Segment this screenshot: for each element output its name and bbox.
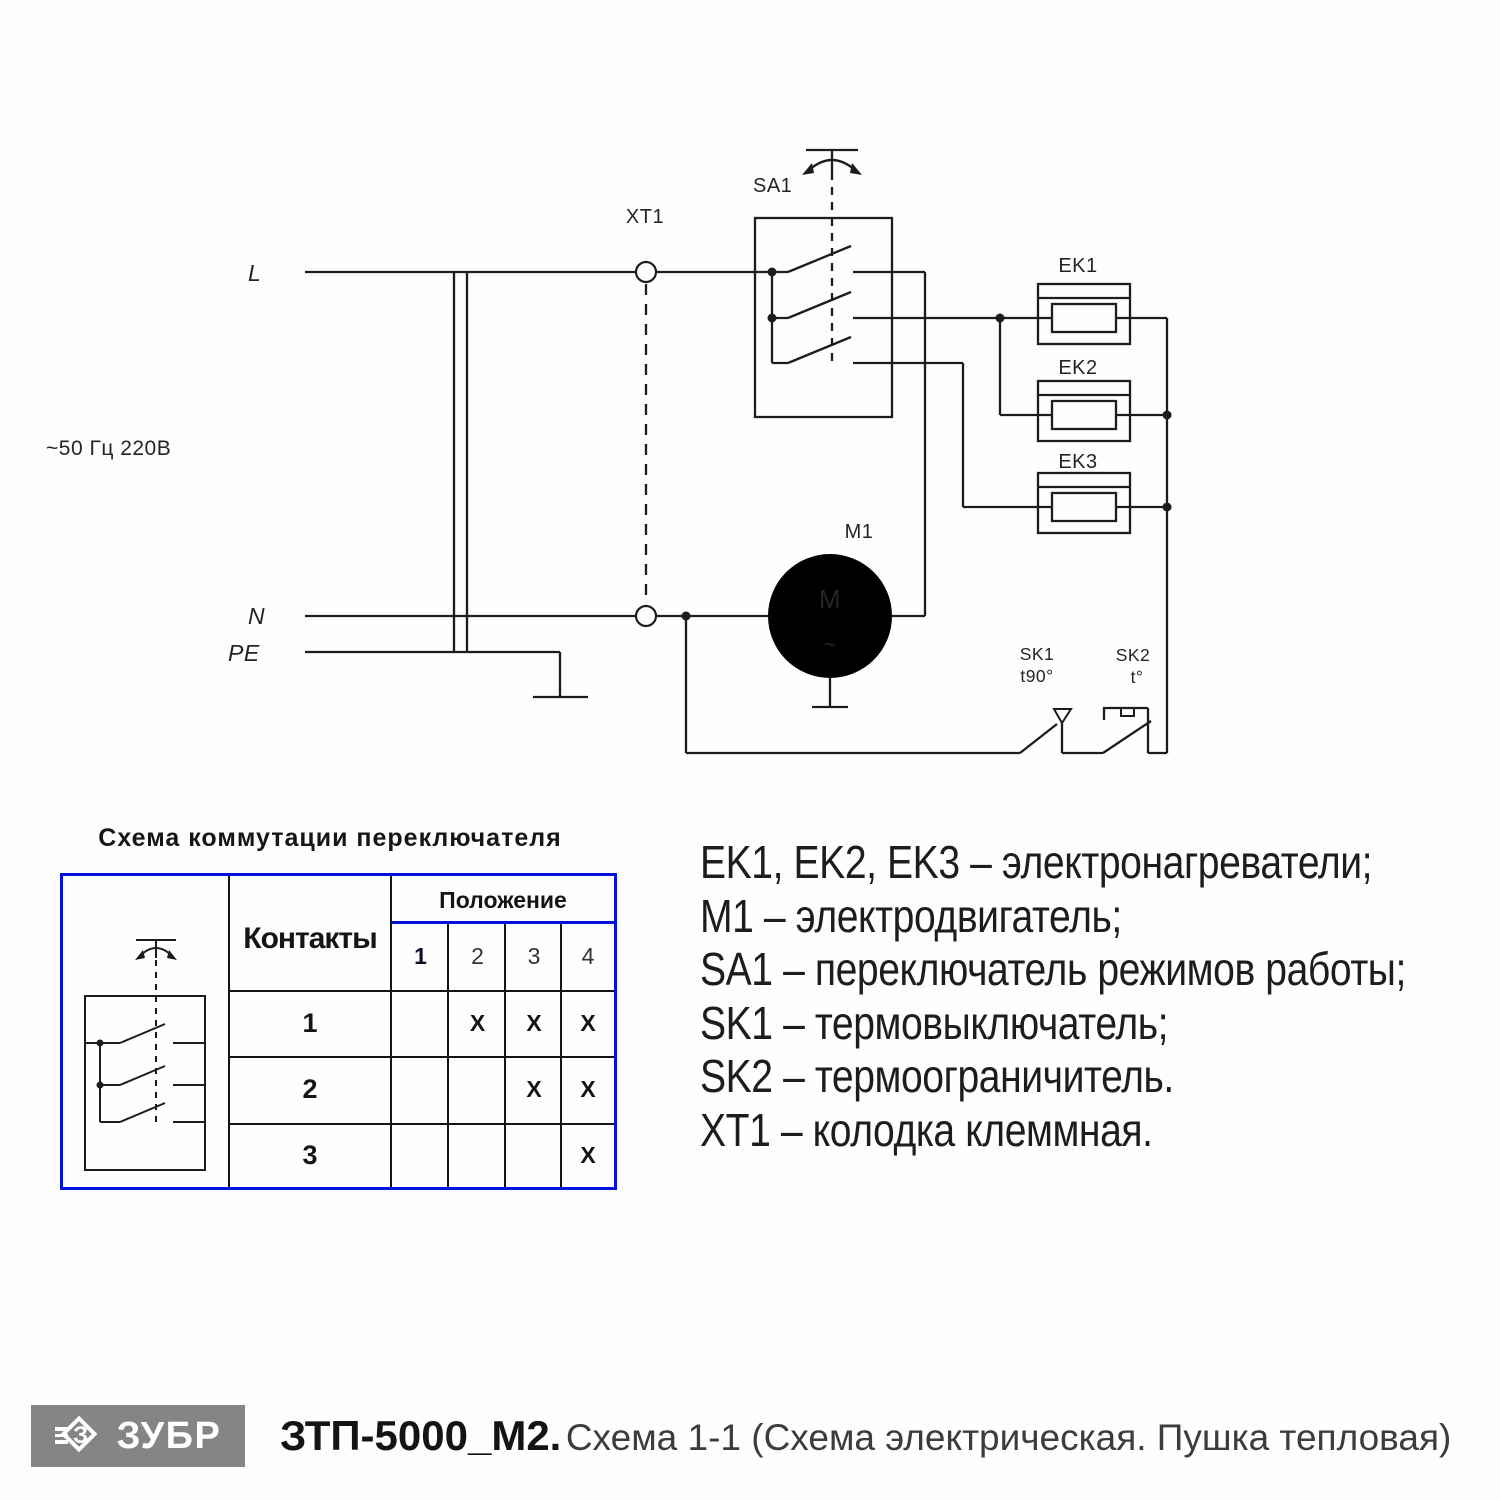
- label-line-pe: PE: [228, 640, 260, 666]
- label-sa1: SA1: [753, 175, 793, 197]
- model-number: ЗТП-5000_М2.: [280, 1412, 562, 1459]
- contact-row-1: 1: [302, 1007, 318, 1038]
- label-supply: ~50 Гц 220В: [46, 437, 172, 460]
- mark-cell: [449, 1058, 506, 1121]
- label-sk2: SK2: [1115, 645, 1151, 665]
- schema-caption: Схема 1-1 (Схема электрическая. Пушка тепловая): [565, 1417, 1452, 1458]
- position-col-4: 4: [581, 942, 595, 969]
- label-sk1-temp: t90°: [1020, 666, 1054, 686]
- footer: [0, 1390, 1500, 1500]
- legend-item-ek: EK1, EK2, EK3 – электронагреватели;: [700, 836, 1373, 888]
- heater-ek3: [1038, 473, 1130, 533]
- mark-cell: X: [526, 1009, 542, 1036]
- commutation-table: [60, 873, 617, 1190]
- brand-logo-icon: [55, 1410, 107, 1462]
- contact-row-3: 3: [302, 1139, 318, 1170]
- legend-item-sa1: SA1 – переключатель режимов работы;: [700, 943, 1406, 995]
- legend: [700, 836, 1482, 1157]
- motor-m1: [768, 554, 892, 707]
- mark-cell: X: [580, 1141, 596, 1168]
- mark-cell: X: [580, 1009, 596, 1036]
- commutation-table-title: Схема коммутации переключателя: [98, 824, 562, 852]
- motor-letter: M: [818, 584, 842, 614]
- legend-item-sk2: SK2 – термоограничитель.: [700, 1050, 1174, 1102]
- position-col-1: 1: [414, 942, 427, 969]
- label-line-n: N: [248, 603, 266, 629]
- label-ek1: EK1: [1058, 255, 1098, 277]
- label-ek2: EK2: [1058, 357, 1098, 379]
- label-m1: M1: [844, 521, 874, 543]
- mark-cell: X: [469, 1009, 486, 1036]
- heater-ek1: [1038, 284, 1130, 344]
- mark-cell: X: [526, 1076, 542, 1102]
- switch-output-wires: [853, 272, 1038, 616]
- legend-item-xt1: XT1 – колодка клеммная.: [700, 1103, 1153, 1156]
- brand-logo: [31, 1405, 245, 1467]
- switch-symbol: [63, 876, 228, 1187]
- mark-cell: [392, 1125, 449, 1185]
- mark-cell: [449, 1125, 506, 1185]
- position-col-2: 2: [471, 942, 484, 969]
- mark-cell: [506, 1125, 562, 1185]
- label-xt1: XT1: [625, 206, 665, 228]
- mark-cell: [392, 992, 449, 1054]
- label-ek3: EK3: [1058, 451, 1098, 473]
- label-sk2-temp: t°: [1130, 667, 1144, 687]
- position-header: Положение: [439, 886, 567, 913]
- position-col-3: 3: [527, 942, 541, 969]
- label-sk1: SK1: [1019, 644, 1055, 664]
- heater-ek2: [1038, 381, 1130, 441]
- mark-cell: [392, 1058, 449, 1121]
- heater-bus-wires: [1130, 318, 1167, 753]
- contacts-header: Контакты: [243, 921, 377, 955]
- motor-ac-symbol: ~: [823, 632, 837, 657]
- thermal-protection-wires: [686, 616, 1167, 753]
- contact-row-2: 2: [302, 1074, 318, 1104]
- label-line-l: L: [248, 260, 262, 286]
- legend-item-m1: M1 – электродвигатель;: [700, 889, 1122, 942]
- logo-z-letter: З: [73, 1422, 89, 1449]
- mark-cell: X: [580, 1076, 596, 1102]
- legend-item-sk1: SK1 – термовыключатель;: [700, 996, 1169, 1049]
- brand-name: ЗУБР: [116, 1414, 222, 1457]
- footer-caption-line: [280, 1412, 1451, 1460]
- terminal-block-xt1: [636, 262, 656, 626]
- supply-wires: [305, 272, 788, 697]
